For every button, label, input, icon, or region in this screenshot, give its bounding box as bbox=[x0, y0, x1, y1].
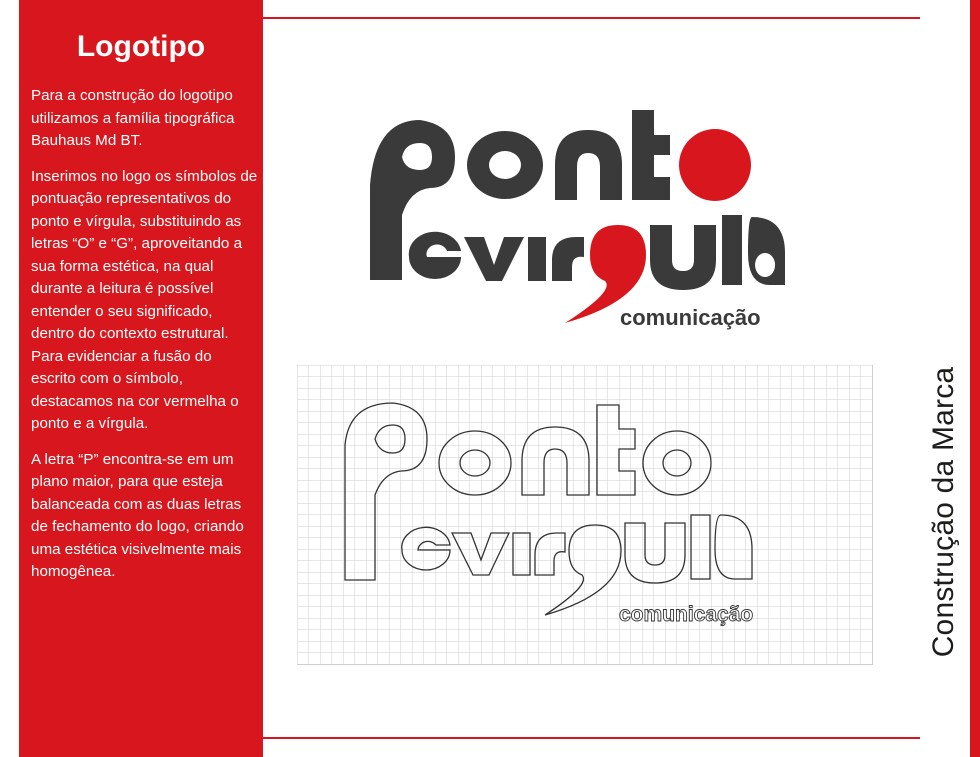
top-rule bbox=[263, 17, 930, 19]
paragraph-1: Para a construção do logotipo utilizamos a família tipográfica Bauhaus Md BT. bbox=[31, 87, 235, 149]
letter-l bbox=[722, 215, 742, 285]
paragraph-2: Inserimos no logo os símbolos de pontuação representativos do ponto e vírgula, substituindo as letras “O” e “G”, aproveitando a sua forma estética, na qual durante a leitura é possível entender o seu significado, dentro do contexto estrutural. Para evidenciar a fusão do escrito com o símbolo, destacamos na cor vermelha o ponto e a vírgula. bbox=[31, 167, 258, 432]
construction-grid bbox=[297, 365, 873, 665]
brand-logo-solid bbox=[360, 95, 800, 335]
paragraph-3: A letra “P” encontra-se em um plano maior, para que esteja balanceada com as duas letras de fechamento do logo, criando uma estética visivelmente mais homogênea. bbox=[31, 450, 244, 580]
letter-i bbox=[528, 237, 546, 281]
letter-r bbox=[552, 237, 584, 281]
letter-u bbox=[650, 225, 716, 290]
letter-o bbox=[467, 131, 543, 199]
logo-dot-red bbox=[679, 129, 751, 201]
panel-body bbox=[31, 85, 259, 597]
grid-background bbox=[297, 365, 873, 665]
section-title-vertical: Construção da Marca bbox=[927, 366, 960, 658]
bottom-rule bbox=[263, 737, 930, 739]
letter-v bbox=[464, 237, 524, 281]
logo-tagline: comunicação bbox=[620, 305, 761, 330]
letter-t bbox=[632, 110, 670, 200]
panel-title: Logotipo bbox=[76, 30, 206, 63]
grid-tagline: comunicação bbox=[619, 603, 754, 626]
letter-e bbox=[409, 232, 461, 279]
letter-a bbox=[748, 217, 785, 285]
description-panel bbox=[19, 0, 263, 757]
letter-n bbox=[555, 130, 622, 200]
